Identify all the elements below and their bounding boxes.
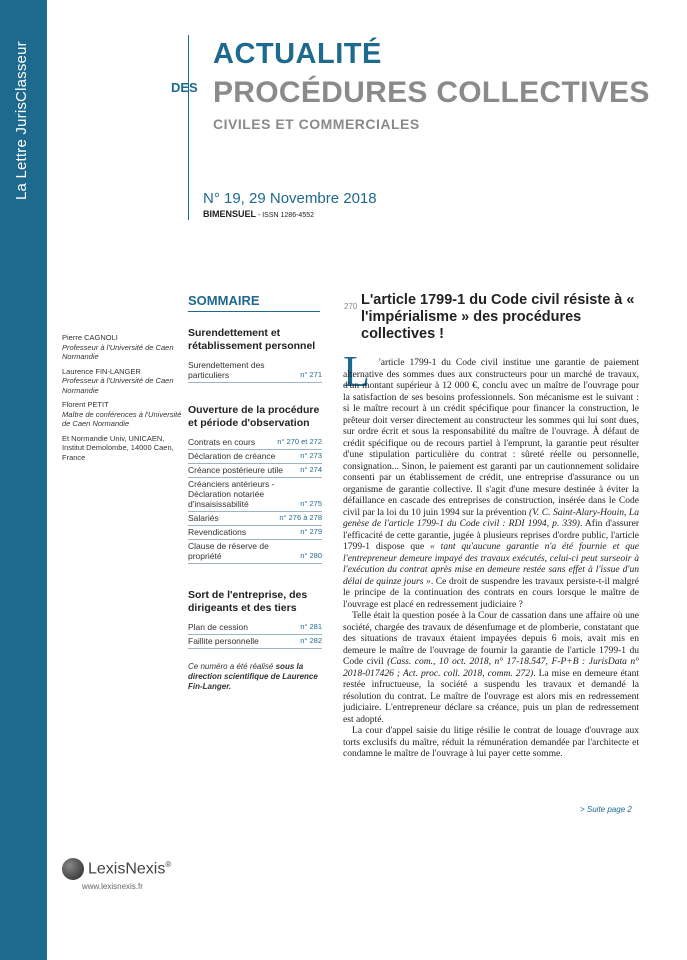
author: Et Normandie Univ, UNICAEN, Institut Demolombe, 14000 Caen, France	[62, 433, 174, 462]
author: Florent PETIT Maître de conférences à l'Université de Caen Normandie	[62, 400, 182, 428]
paragraph: Telle était la question posée à la Cour de cassation dans une affaire où une société, chargée des travaux de désenfumage et de plomberie, constatant que des situations de travaux étaient impayées depuis 6 mois, avait mis en demeure le maître de l'ouvrage de fournir la garantie de l'article 1799-1 du Code civil (Cass. com., 10 oct. 2018, n° 17-18.547, F-P+B : JurisData n° 2018-017426 ; Act. proc. coll. 2018, comm. 272). La mise en demeure étant restée infructueuse, la société a suspendu les travaux et demandé la résolution du contrat. Le maître de l'ouvrage est alors mis en redressement judiciaire. L'entrepreneur déclare sa créance, puis un plan de redressement est adopté.	[343, 610, 639, 725]
masthead-procedures: PROCÉDURES COLLECTIVES	[213, 76, 650, 109]
toc-item[interactable]: Surendettement des particuliers n° 271	[188, 359, 322, 383]
lexisnexis-logo-icon	[62, 858, 84, 880]
article-number: 270	[344, 302, 358, 311]
toc-item[interactable]: Salariés n° 276 à 278	[188, 512, 322, 526]
paragraph: La cour d'appel saisie du litige résilie le contrat de louage d'ouvrage aux torts exclusifs du maître, réduit la rémunération demandée par l'architecte et condamne le maître de l'ouvrage à lui payer cette somme.	[343, 725, 639, 759]
masthead-divider	[188, 35, 189, 220]
website-url[interactable]: www.lexisnexis.fr	[82, 882, 143, 891]
toc-item[interactable]: Créance postérieure utile n° 274	[188, 464, 322, 478]
editor-note: Ce numéro a été réalisé sous la direction scientifique de Laurence Fin-Langer.	[188, 662, 318, 691]
toc-item[interactable]: Créanciers antérieurs - Déclaration notariée d'insaisissabilité n° 275	[188, 478, 322, 512]
publication-name: La Lettre JurisClasseur	[13, 41, 30, 200]
sommaire-rule	[188, 311, 320, 312]
toc-heading: Ouverture de la procédure et période d'observation	[188, 404, 320, 429]
drop-cap: L	[343, 347, 370, 396]
author: Laurence FIN-LANGER Professeur à l'Université de Caen Normandie	[62, 366, 174, 395]
toc-item[interactable]: Déclaration de créance n° 273	[188, 450, 322, 464]
paragraph: 'article 1799-1 du Code civil institue une garantie de paiement alternative des sommes dues aux constructeurs pour un marché de travaux, d'un montant supérieur à 12 000 €, conclu avec un maître de l'ouvrage pour la satisfaction de ses besoins professionnels. Son mécanisme est le suivant : si le maître recourt à un crédit spécifique pour financer la construction, le prêteur doit verser directement au constructeur les sommes qui lui sont dues, sur ordre écrit et sous la responsabilité du maître de l'ouvrage. À défaut de crédit spécifique ou de recours partiel à l'emprunt, la garantie peut résulter d'une stipulation particulière du contrat : sûreté réelle ou personnelle, consignation... Sinon, le paiement est garanti par un cautionnement solidaire consenti par un établissement de crédit, une entreprise d'assurance ou un organisme de garantie collective. Il s'agit d'une mesure destinée à éviter la défaillance en cascade des entreprises de construction, insérée dans le Code civil par la loi du 10 juin 1994 sur la prévention (V. C. Saint-Alary-Houin, La genèse de l'article 1799-1 du Code civil : RDI 1994, p. 339). Afin d'assurer l'efficacité de cette garantie, jugée à plusieurs reprises d'ordre public, l'article 1799-1 dispose que « tant qu'aucune garantie n'a été fournie et que l'entrepreneur demeure impayé des travaux exécutés, celui-ci peut surseoir à l'exécution du contrat après mise en demeure restée sans effet à l'issue d'un délai de quinze jours ». Ce droit de suspendre les travaux persiste-t-il malgré le principe de la continuation des contrats en cours lorsque le maître de l'ouvrage est placé en redressement judiciaire ?	[343, 357, 639, 610]
article-body	[343, 357, 639, 760]
continued-link[interactable]: > Suite page 2	[580, 805, 632, 814]
toc-item[interactable]: Contrats en cours n° 270 et 272	[188, 436, 322, 450]
issn: - ISSN 1286-4552	[256, 212, 314, 219]
toc-item[interactable]: Faillite personnelle n° 282	[188, 635, 322, 649]
masthead-des: DES	[171, 80, 198, 95]
toc-item[interactable]: Clause de réserve de propriété n° 280	[188, 540, 322, 564]
toc-item[interactable]: Plan de cession n° 281	[188, 621, 322, 635]
issue-number: N° 19, 29 Novembre 2018	[203, 190, 377, 207]
masthead-subtitle: CIVILES ET COMMERCIALES	[213, 116, 420, 132]
masthead-actualite: ACTUALITÉ	[213, 38, 382, 70]
toc-item[interactable]: Revendications n° 279	[188, 526, 322, 540]
frequency: BIMENSUEL - ISSN 1286-4552	[203, 209, 314, 219]
article-title: L'article 1799-1 du Code civil résiste à « l'impérialisme » des procédures collectives !	[361, 292, 635, 342]
toc-section	[188, 589, 322, 649]
toc-heading: Sort de l'entreprise, des dirigeants et des tiers	[188, 589, 308, 614]
toc-section	[188, 404, 322, 564]
sommaire-title: SOMMAIRE	[188, 293, 260, 308]
authors-list	[62, 333, 182, 467]
author: Pierre CAGNOLI Professeur à l'Université de Caen Normandie	[62, 333, 174, 361]
toc-heading: Surendettement et rétablissement personnel	[188, 327, 316, 352]
toc-section	[188, 327, 322, 383]
